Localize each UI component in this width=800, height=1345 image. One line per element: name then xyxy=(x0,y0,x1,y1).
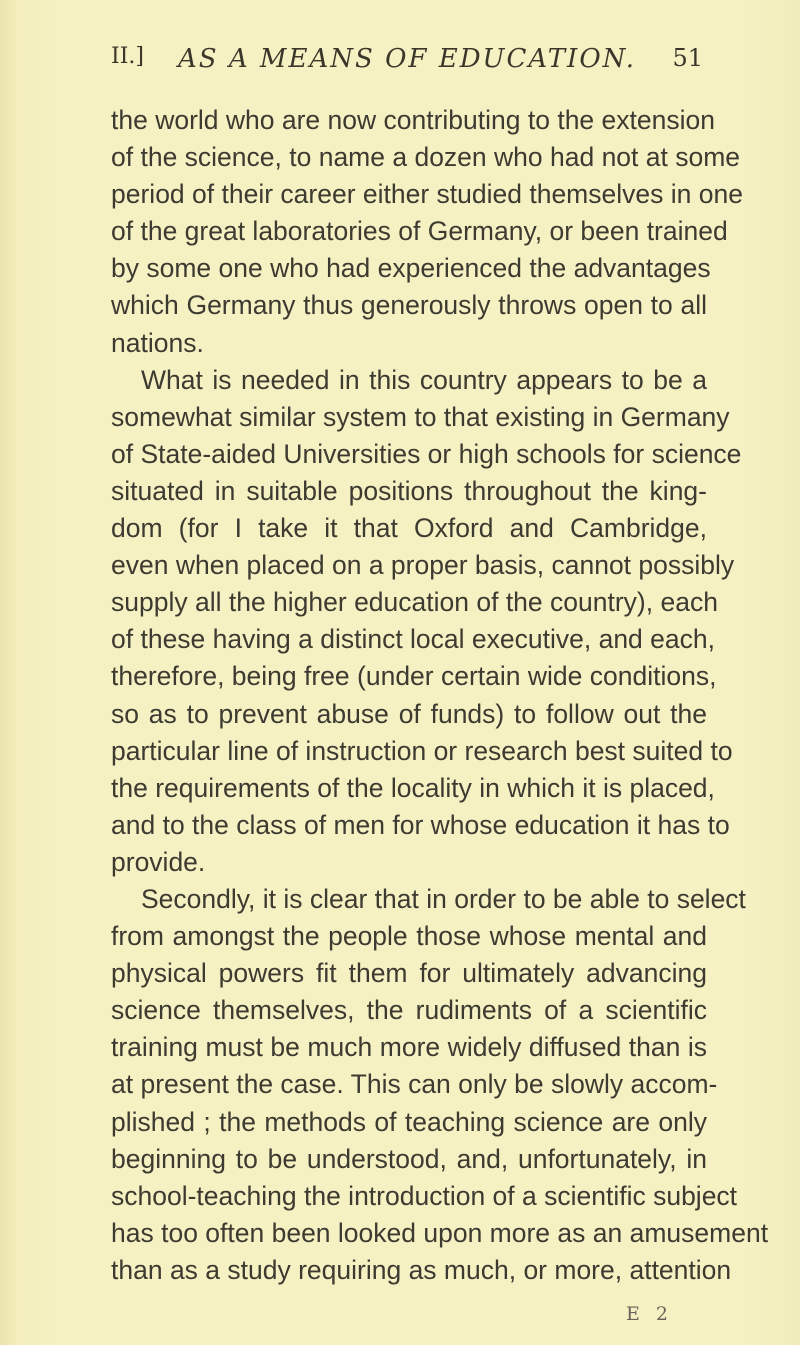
text-line: the world who are now contributing to the extension xyxy=(111,105,715,135)
text-line: the requirements of the locality in which it is placed, xyxy=(111,772,715,803)
text-line: which Germany thus generously throws open to all xyxy=(111,290,707,321)
text-line: school-teaching the introduction of a scientific subject xyxy=(111,1180,738,1211)
text-line: than as a study requiring as much, or more, attention xyxy=(111,1254,732,1285)
text-line: physical powers fit them for ultimately advancing xyxy=(111,958,707,989)
paragraph-start-line: What is needed in this country appears to be a xyxy=(141,364,707,395)
text-line: of the great laboratories of Germany, or been trained xyxy=(111,216,728,247)
text-line: and to the class of men for whose education it has to xyxy=(111,809,730,840)
text-line: even when placed on a proper basis, cannot possibly xyxy=(111,550,735,581)
text-line: of the science, to name a dozen who had not at some xyxy=(111,142,741,173)
text-line: dom (for I take it that Oxford and Cambridge, xyxy=(111,513,707,544)
text-line: science themselves, the rudiments of a scientific xyxy=(111,995,707,1026)
text-line: supply all the higher education of the country), each xyxy=(111,587,718,618)
text-line: particular line of instruction or research best suited to xyxy=(111,735,733,766)
text-line: therefore, being free (under certain wide conditions, xyxy=(111,661,717,692)
body-text xyxy=(111,102,769,1289)
text-line: from amongst the people those whose mental and xyxy=(111,921,707,952)
paragraph-start-line: Secondly, it is clear that in order to be able to select xyxy=(141,883,746,914)
text-line: of these having a distinct local executive, and each, xyxy=(111,624,715,655)
text-line: training must be much more widely diffused than is xyxy=(111,1032,707,1063)
text-line: period of their career either studied themselves in one xyxy=(111,179,743,210)
text-line: nations. xyxy=(111,327,204,358)
text-line: plished ; the methods of teaching science are only xyxy=(111,1106,707,1137)
page-number: 51 xyxy=(672,44,703,72)
text-line: beginning to be understood, and, unfortunately, in xyxy=(111,1143,707,1174)
text-line: of State-aided Universities or high schools for science xyxy=(111,438,742,469)
text-line: situated in suitable positions throughout the king- xyxy=(111,475,707,506)
text-line: at present the case. This can only be slowly accom- xyxy=(111,1069,718,1100)
chapter-marker: II.] xyxy=(111,44,144,69)
text-line: has too often been looked upon more as an amusement xyxy=(111,1217,769,1248)
running-head xyxy=(111,44,703,78)
text-line: by some one who had experienced the advantages xyxy=(111,253,711,284)
text-line: provide. xyxy=(111,846,206,877)
text-line: somewhat similar system to that existing in Germany xyxy=(111,401,730,432)
running-title: AS A MEANS OF EDUCATION. xyxy=(178,44,636,74)
text-line: so as to prevent abuse of funds) to follow out the xyxy=(111,698,707,729)
signature-mark: E 2 xyxy=(626,1303,673,1325)
